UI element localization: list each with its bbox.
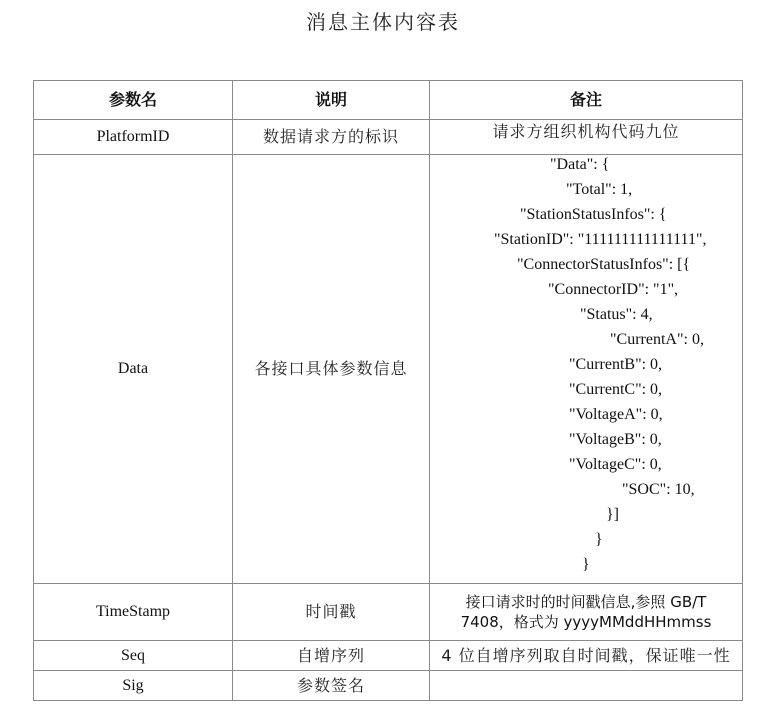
json-line: "VoltageC": 0, — [569, 456, 662, 473]
json-line: "ConnectorID": "1", — [548, 281, 679, 298]
cell-description: 各接口具体参数信息 — [233, 155, 430, 584]
message-body-table — [33, 80, 743, 701]
table-row — [34, 584, 743, 641]
json-line: "StationStatusInfos": { — [520, 206, 667, 223]
cell-remark — [430, 584, 743, 641]
json-line: } — [595, 531, 603, 548]
json-line: "VoltageB": 0, — [569, 431, 662, 448]
page-title: 消息主体内容表 — [306, 10, 460, 34]
cell-remark-json — [430, 155, 743, 584]
json-line: } — [582, 556, 590, 573]
cell-param-name: Seq — [34, 641, 233, 671]
cell-param-name: PlatformID — [34, 120, 233, 155]
table-row — [34, 155, 743, 584]
cell-description: 时间戳 — [233, 584, 430, 641]
json-line: "SOC": 10, — [622, 481, 695, 498]
json-line: "CurrentA": 0, — [610, 331, 704, 348]
cell-remark: 4 位自增序列取自时间戳，保证唯一性 — [430, 641, 743, 671]
cell-param-name: TimeStamp — [34, 584, 233, 641]
cell-param-name: Sig — [34, 671, 233, 701]
table-header-row — [34, 81, 743, 120]
json-line: "ConnectorStatusInfos": [{ — [517, 256, 691, 273]
json-line: "VoltageA": 0, — [569, 406, 663, 423]
cell-remark: 请求方组织机构代码九位 — [430, 120, 743, 155]
table-row — [34, 671, 743, 701]
header-remark: 备注 — [430, 81, 743, 120]
json-line: "CurrentC": 0, — [569, 381, 663, 398]
header-param-name: 参数名 — [34, 81, 233, 120]
json-line: "Total": 1, — [566, 181, 633, 198]
cell-param-name: Data — [34, 155, 233, 584]
json-line: "CurrentB": 0, — [569, 356, 663, 373]
json-line: "Data": { — [550, 156, 610, 173]
cell-description: 自增序列 — [233, 641, 430, 671]
table-row — [34, 120, 743, 155]
cell-description: 数据请求方的标识 — [233, 120, 430, 155]
remark-line: 7408，格式为 yyyyMMddHHmmss — [460, 613, 712, 631]
table-row — [34, 641, 743, 671]
json-line: "Status": 4, — [580, 306, 653, 323]
cell-remark — [430, 671, 743, 701]
remark-line: 接口请求时的时间戳信息,参照 GB/T — [465, 593, 707, 611]
header-description: 说明 — [233, 81, 430, 120]
json-line: "StationID": "111111111111111", — [494, 231, 707, 248]
json-line: }] — [606, 506, 620, 523]
cell-description: 参数签名 — [233, 671, 430, 701]
